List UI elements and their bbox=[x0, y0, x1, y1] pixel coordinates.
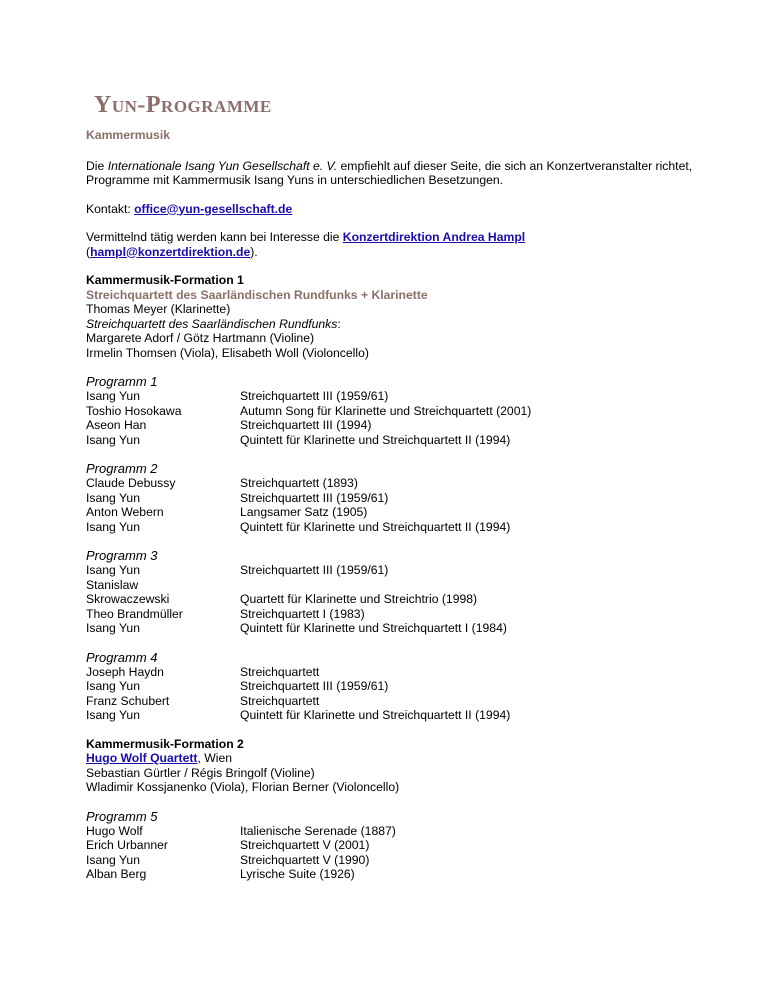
agency-email-link[interactable]: hampl@konzertdirektion.de bbox=[90, 244, 251, 259]
agency-text: Vermittelnd tätig werden kann bei Interesse die bbox=[86, 230, 343, 244]
work-title: Quartett für Klarinette und Streichtrio (1998) bbox=[240, 592, 478, 606]
program-row bbox=[86, 476, 706, 491]
program-row bbox=[86, 621, 706, 636]
program-row bbox=[86, 404, 706, 419]
program-row bbox=[86, 853, 706, 868]
quartet-colon: : bbox=[337, 316, 341, 331]
work-title bbox=[240, 578, 706, 593]
composer-name: Isang Yun bbox=[86, 490, 140, 505]
formation-2-viola-cello: Wladimir Kossjanenko (Viola), Florian Berner (Violoncello) bbox=[86, 780, 400, 794]
program-row bbox=[86, 867, 706, 882]
work-title: Streichquartett bbox=[240, 693, 320, 708]
formation-1-clarinet: Thomas Meyer (Klarinette) bbox=[86, 302, 231, 316]
composer-name: Joseph Haydn bbox=[86, 664, 164, 679]
society-name: Internationale Isang Yun Gesellschaft e. V. bbox=[107, 158, 338, 173]
page-title: Yun-Programme bbox=[94, 92, 272, 118]
formation-1-title: Kammermusik-Formation 1 bbox=[86, 273, 244, 287]
program-row bbox=[86, 389, 706, 404]
composer-name: Skrowaczewski bbox=[86, 592, 170, 606]
composer-name: Hugo Wolf bbox=[86, 823, 143, 838]
composer-name: Isang Yun bbox=[86, 708, 140, 722]
formation-2-ensemble bbox=[86, 751, 706, 766]
paren-close: ). bbox=[250, 244, 258, 259]
intro-text-start: Die bbox=[86, 158, 108, 173]
formation-2-title: Kammermusik-Formation 2 bbox=[86, 736, 244, 751]
hugo-wolf-quartett-link[interactable]: Hugo Wolf Quartett bbox=[86, 751, 198, 765]
intro-paragraph bbox=[86, 159, 706, 188]
section-label: Kammermusik bbox=[86, 128, 170, 142]
program-list-1 bbox=[86, 374, 706, 723]
quartet-name: Streichquartett des Saarländischen Rundfunks bbox=[86, 316, 338, 331]
program-row bbox=[86, 520, 706, 535]
formation-1-viola-cello: Irmelin Thomsen (Viola), Elisabeth Woll (Violoncello) bbox=[86, 345, 369, 360]
composer-name: Isang Yun bbox=[86, 389, 140, 403]
contact-label: Kontakt: bbox=[86, 201, 135, 216]
work-title: Autumn Song für Klarinette und Streichquartett (2001) bbox=[240, 403, 532, 418]
program-row bbox=[86, 505, 706, 520]
formation-1-quartet bbox=[86, 317, 706, 332]
work-title: Quintett für Klarinette und Streichquartett I (1984) bbox=[240, 621, 507, 635]
composer-name: Anton Webern bbox=[86, 505, 164, 519]
formation-2 bbox=[86, 737, 706, 795]
composer-name: Stanislaw bbox=[86, 577, 139, 592]
composer-name: Isang Yun bbox=[86, 679, 140, 693]
work-title: Quintett für Klarinette und Streichquartett II (1994) bbox=[240, 519, 511, 534]
composer-name: Alban Berg bbox=[86, 867, 147, 881]
document-page bbox=[86, 92, 706, 896]
formation-1-subtitle: Streichquartett des Saarländischen Rundfunks + Klarinette bbox=[86, 287, 428, 302]
work-title: Streichquartett III (1959/61) bbox=[240, 490, 389, 505]
program-row bbox=[86, 607, 706, 622]
program-row bbox=[86, 694, 706, 709]
program bbox=[86, 461, 706, 534]
program bbox=[86, 650, 706, 723]
agency-link[interactable]: Konzertdirektion Andrea Hampl bbox=[342, 230, 526, 244]
program-row bbox=[86, 824, 706, 839]
program-list-2 bbox=[86, 809, 706, 882]
composer-name: Aseon Han bbox=[86, 418, 147, 432]
work-title: Italienische Serenade (1887) bbox=[240, 823, 396, 838]
program-row bbox=[86, 418, 706, 433]
composer-name: Franz Schubert bbox=[86, 693, 170, 708]
program-title: Programm 2 bbox=[86, 461, 158, 476]
program-row bbox=[86, 578, 706, 593]
composer-name: Claude Debussy bbox=[86, 476, 176, 490]
ensemble-city: , Wien bbox=[197, 751, 233, 765]
composer-name: Erich Urbanner bbox=[86, 838, 168, 852]
program-title: Programm 3 bbox=[86, 548, 158, 563]
program-row bbox=[86, 838, 706, 853]
work-title: Streichquartett bbox=[240, 664, 320, 679]
formation-1 bbox=[86, 273, 706, 360]
work-title: Quintett für Klarinette und Streichquartett II (1994) bbox=[240, 708, 511, 722]
program-row bbox=[86, 592, 706, 607]
contact-paragraph bbox=[86, 202, 706, 217]
work-title: Lyrische Suite (1926) bbox=[240, 867, 355, 881]
agency-paragraph bbox=[86, 230, 706, 259]
work-title: Streichquartett I (1983) bbox=[240, 606, 365, 621]
composer-name: Isang Yun bbox=[86, 519, 140, 534]
work-title: Quintett für Klarinette und Streichquartett II (1994) bbox=[240, 432, 511, 447]
composer-name: Isang Yun bbox=[86, 432, 140, 447]
intro-text-end: empfiehlt auf dieser Seite, die sich an Konzertveranstalter richtet, Programme mit Kammermusik Isang Yuns in unterschiedlichen Besetzungen. bbox=[86, 158, 693, 187]
work-title: Langsamer Satz (1905) bbox=[240, 505, 368, 519]
program-title: Programm 4 bbox=[86, 649, 158, 665]
composer-name: Isang Yun bbox=[86, 852, 140, 867]
work-title: Streichquartett (1893) bbox=[240, 476, 358, 490]
work-title: Streichquartett V (1990) bbox=[240, 852, 370, 867]
program-row bbox=[86, 708, 706, 723]
work-title: Streichquartett V (2001) bbox=[240, 838, 370, 852]
program bbox=[86, 809, 706, 882]
formation-2-violins: Sebastian Gürtler / Régis Bringolf (Violine) bbox=[86, 765, 315, 780]
program-title: Programm 5 bbox=[86, 808, 158, 824]
program-row bbox=[86, 665, 706, 680]
composer-name: Isang Yun bbox=[86, 621, 140, 635]
program-row bbox=[86, 679, 706, 694]
work-title: Streichquartett III (1994) bbox=[240, 418, 372, 432]
work-title: Streichquartett III (1959/61) bbox=[240, 679, 389, 693]
program bbox=[86, 548, 706, 636]
program-row bbox=[86, 433, 706, 448]
program-title: Programm 1 bbox=[86, 374, 158, 389]
work-title: Streichquartett III (1959/61) bbox=[240, 389, 389, 403]
program-row bbox=[86, 563, 706, 578]
formation-1-violins: Margarete Adorf / Götz Hartmann (Violine) bbox=[86, 331, 315, 345]
composer-name: Theo Brandmüller bbox=[86, 606, 183, 621]
work-title: Streichquartett III (1959/61) bbox=[240, 563, 389, 577]
program bbox=[86, 374, 706, 447]
program-row bbox=[86, 491, 706, 506]
composer-name: Isang Yun bbox=[86, 563, 140, 577]
paren-open: ( bbox=[86, 244, 91, 259]
contact-email-link[interactable]: office@yun-gesellschaft.de bbox=[134, 201, 293, 216]
composer-name: Toshio Hosokawa bbox=[86, 403, 182, 418]
